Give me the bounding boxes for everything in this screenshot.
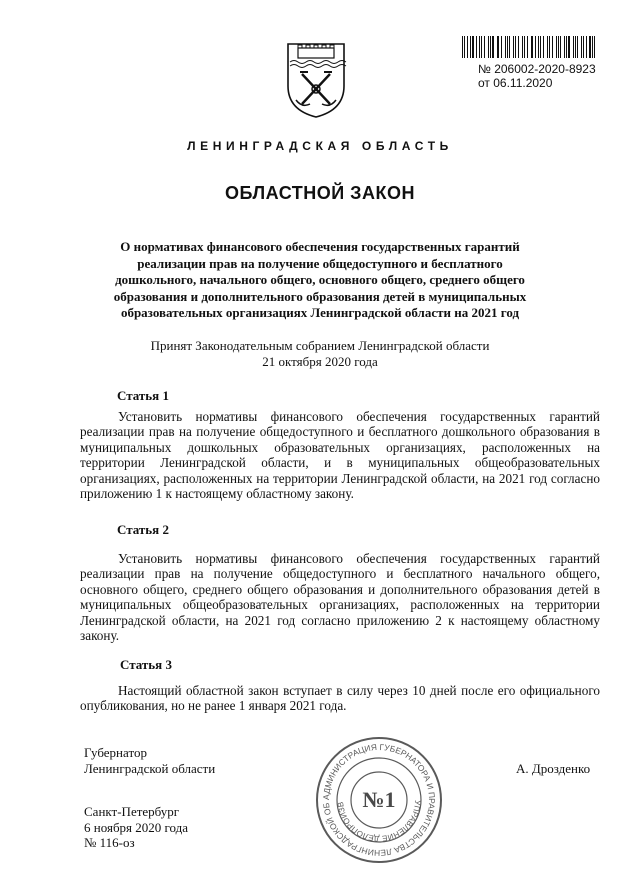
signatory-position-line: Ленинградской области — [84, 760, 216, 776]
registration-date: от 06.11.2020 — [478, 76, 553, 90]
adoption-line: 21 октября 2020 года — [262, 353, 378, 369]
barcode-bar — [531, 36, 532, 58]
article-2-heading: Статья 2 — [117, 522, 169, 537]
barcode-bar — [532, 36, 533, 58]
seal-ring-text: АДМИНИСТРАЦИЯ ГУБЕРНАТОРА И ПРАВИТЕЛЬСТВА ЛЕНИНГРАДСКОЙ ОБ — [320, 741, 438, 859]
barcode-bar — [479, 36, 480, 58]
article-3-text: Настоящий областной закон вступает в силу через 10 дней после его официального опубликования, но не ранее 1 января 2021 года. — [80, 683, 600, 714]
barcode-bar — [573, 36, 574, 58]
barcode-bar — [476, 36, 477, 58]
barcode-bar — [535, 36, 536, 58]
seal-inner-text: УПРАВЛЕНИЕ ДЕЛОПРОИЗВ — [336, 799, 423, 844]
barcode-bar — [589, 36, 590, 58]
law-title-line: образования и дополнительного образования детей в муниципальных — [113, 288, 527, 304]
document-type: ОБЛАСТНОЙ ЗАКОН — [225, 183, 415, 203]
article-2-text: Установить нормативы финансового обеспечения государственных гарантий реализации прав на получение общедоступного и бесплатного начального общего, основного общего, среднего общего образования и дополнительного образования детей в муниципальных общеобразовательных организациях, расположенных на территории Ленинградской области, на 2021 год согласно приложению 2 к настоящему областному закону. — [80, 551, 600, 644]
barcode-bar — [581, 36, 583, 58]
barcode-bar — [583, 36, 584, 58]
barcode-bar — [566, 36, 567, 58]
seal-number: №1 — [362, 787, 396, 812]
barcode-bar — [497, 36, 498, 58]
law-title-line: реализации прав на получение общедоступного и бесплатного — [137, 255, 503, 271]
law-title — [90, 239, 550, 322]
signatory-position-line: Губернатор — [84, 745, 147, 760]
signing-place-date — [84, 804, 188, 851]
signing-place: Санкт-Петербург — [84, 804, 180, 819]
article-1-text: Установить нормативы финансового обеспечения государственных гарантий реализации прав на получение общедоступного и бесплатного дошкольного образования в муниципальных дошкольных образовательных организациях, расположенных на территории Ленинградской области, и в муниципальных общеобразовательных организациях, расположенных на территории Ленинградской области, на 2021 год согласно приложению 1 к настоящему областному закону. — [80, 409, 600, 502]
barcode-bar — [467, 36, 468, 58]
barcode-bar — [560, 36, 561, 58]
barcode-bar — [481, 36, 482, 58]
barcode-bar — [586, 36, 587, 58]
barcode-bar — [543, 36, 544, 58]
barcode-bar — [464, 36, 465, 58]
barcode-bar — [509, 36, 510, 58]
barcode-bar — [575, 36, 576, 58]
region-name: ЛЕНИНГРАДСКАЯ ОБЛАСТЬ — [187, 139, 453, 153]
barcode-bar — [515, 36, 516, 58]
adoption-note — [90, 338, 550, 369]
article-3-heading: Статья 3 — [120, 657, 172, 672]
barcode-bar — [549, 36, 551, 58]
barcode-bar — [556, 36, 557, 58]
barcode-bar — [540, 36, 541, 58]
article-1-heading: Статья 1 — [117, 388, 169, 403]
barcode-bar — [462, 36, 463, 58]
barcode-bar — [498, 36, 499, 58]
barcode-bar — [501, 36, 502, 58]
barcode-bar — [488, 36, 489, 58]
law-title-line: О нормативах финансового обеспечения государственных гарантий — [120, 239, 520, 254]
barcode-bar — [594, 36, 595, 58]
barcode-bar — [518, 36, 520, 58]
barcode-bar — [527, 36, 528, 58]
barcode-bar — [547, 36, 548, 58]
signatory-position — [84, 745, 215, 776]
signatory-name: А. Дрозденко — [516, 761, 591, 776]
barcode-bar — [524, 36, 525, 58]
barcode-bar — [592, 36, 593, 58]
barcode-bar — [552, 36, 553, 58]
barcode-bar — [505, 36, 506, 58]
barcode-bar — [470, 36, 471, 58]
coat-of-arms-icon — [284, 40, 348, 120]
barcode-bar — [507, 36, 508, 58]
barcode-bar — [522, 36, 523, 58]
registration-number: № 206002-2020-8923 — [478, 62, 596, 76]
barcode-bar — [484, 36, 485, 58]
barcode-bar — [490, 36, 491, 58]
barcode-bar — [577, 36, 578, 58]
adoption-line: Принят Законодательным собранием Ленинградской области — [150, 338, 490, 353]
barcode-bar — [492, 36, 494, 58]
signing-date: 6 ноября 2020 года — [84, 819, 189, 835]
official-seal — [314, 735, 444, 865]
law-title-line: дошкольного, начального общего, основного общего, среднего общего — [115, 272, 525, 287]
barcode-bar — [558, 36, 559, 58]
barcode-icon — [462, 36, 598, 58]
barcode-bar — [564, 36, 565, 58]
barcode-bar — [513, 36, 514, 58]
law-number: № 116-оз — [84, 835, 135, 850]
barcode-bar — [472, 36, 474, 58]
barcode-bar — [568, 36, 569, 58]
law-title-line: образовательных организациях Ленинградской области на 2021 год — [120, 305, 520, 320]
barcode-bar — [538, 36, 539, 58]
